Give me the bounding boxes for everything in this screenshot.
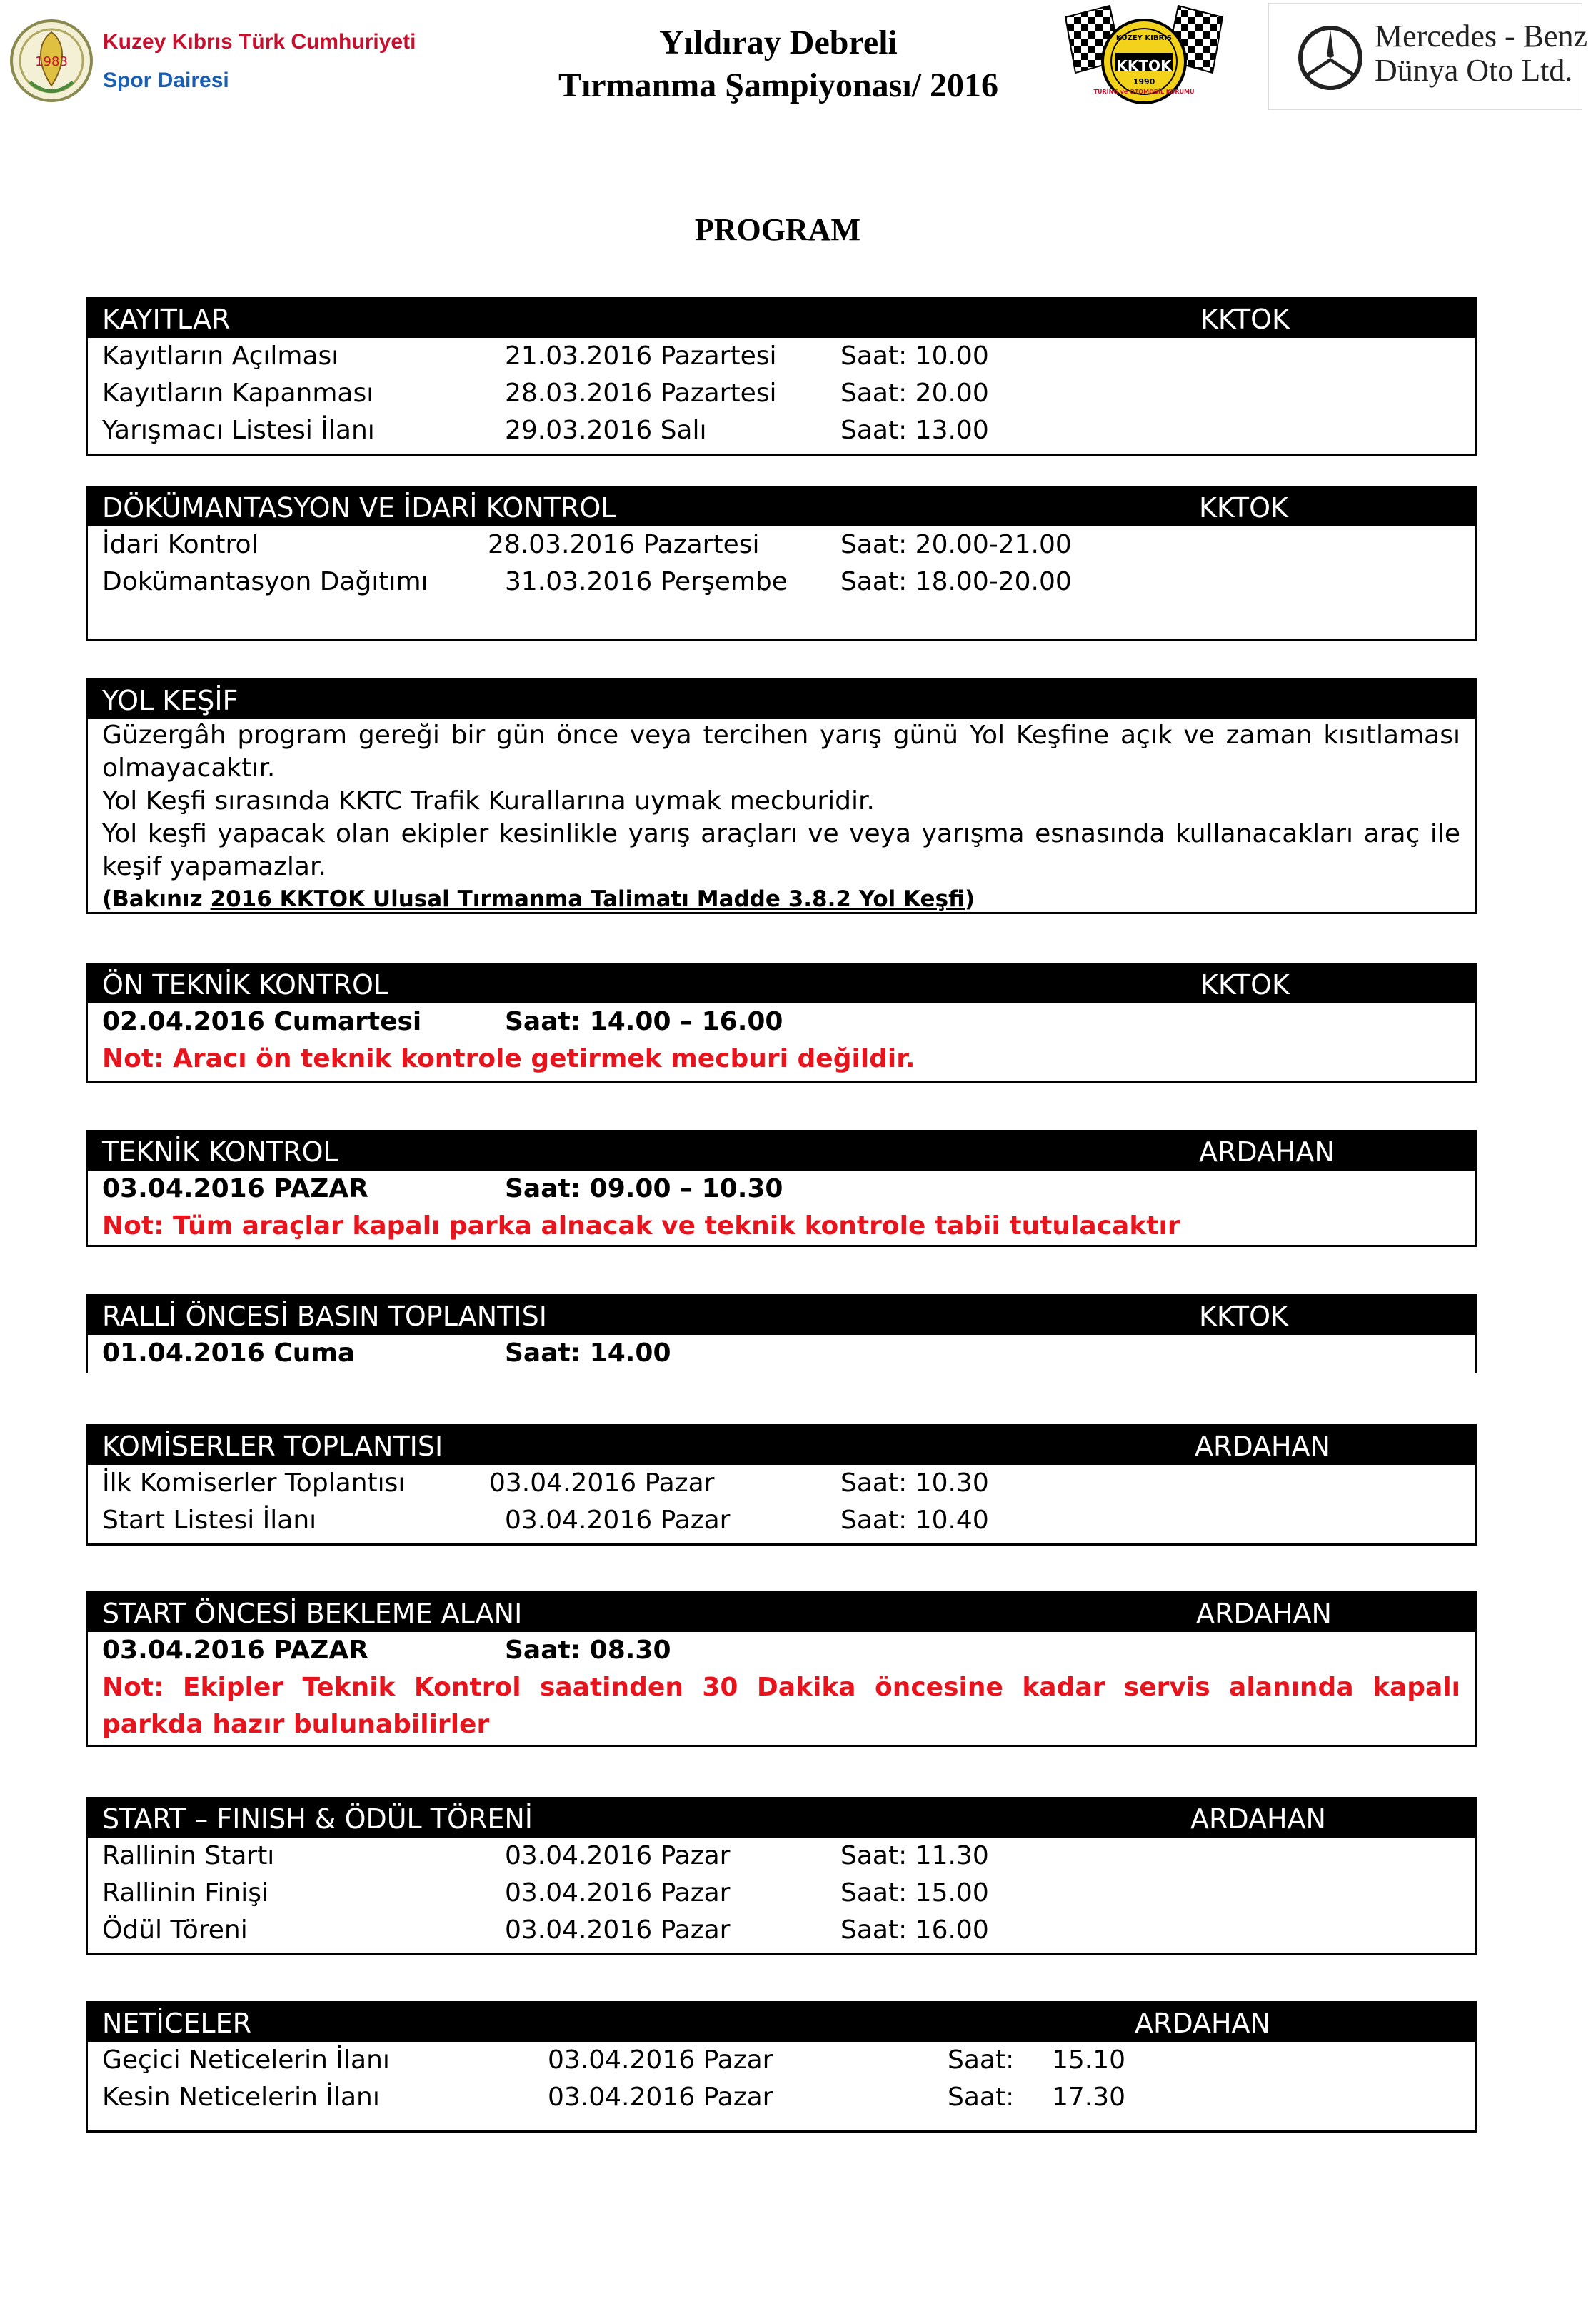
schedule-row [88,2042,1475,2079]
section-dokumantasyon [86,486,1477,641]
row-time: Saat: 16.00 [840,1915,989,1945]
kktok-logo-year: 1990 [1133,77,1155,86]
row-time: Saat: 13.00 [840,416,989,445]
regulation-reference [88,883,1475,915]
row-label: İlk Komiserler Toplantısı [102,1468,406,1498]
kktok-logo [1060,3,1228,114]
section-komiserler-toplantisi [86,1424,1477,1546]
section-title: TEKNİK KONTROL [102,1136,338,1168]
note-text: Not: Aracı ön teknik kontrole getirmek mecburi değildir. [102,1044,915,1073]
schedule-row [88,1335,1475,1372]
section-title: NETİCELER [102,2008,251,2039]
row-date: 03.04.2016 Pazar [505,1915,731,1945]
row-saat-label: Saat: [948,2083,1015,2112]
row-date: 28.03.2016 Pazartesi [488,530,760,559]
section-header [88,488,1475,526]
paragraph: Yol Keşfi sırasında KKTC Trafik Kurallarına uymak mecburidir. [102,786,875,816]
mercedes-star-icon [1298,25,1363,91]
row-time: Saat: 11.30 [840,1841,989,1870]
section-organizer: ARDAHAN [1190,1803,1326,1835]
section-title: KAYITLAR [102,304,231,335]
row-time: Saat: 09.00 – 10.30 [505,1174,783,1203]
schedule-row [88,1502,1475,1539]
section-organizer: KKTOK [1199,492,1288,524]
row-date: 01.04.2016 Cuma [102,1338,356,1368]
section-neticeler [86,2001,1477,2133]
section-organizer: KKTOK [1200,969,1290,1001]
row-time: Saat: 15.00 [840,1878,989,1908]
section-header [88,1593,1475,1632]
section-on-teknik-kontrol [86,963,1477,1083]
row-date: 03.04.2016 Pazar [489,1468,715,1498]
row-label: İdari Kontrol [102,530,259,559]
row-time: Saat: 08.30 [505,1636,671,1665]
row-time: 17.30 [1052,2083,1126,2112]
section-organizer: KKTOK [1200,304,1290,335]
section-organizer: ARDAHAN [1195,1431,1330,1462]
schedule-row [88,1838,1475,1875]
kktok-logo-top-text: KUZEY KIBRIS [1115,34,1173,42]
row-date: 03.04.2016 Pazar [505,1841,731,1870]
schedule-row [88,1171,1475,1208]
schedule-row [88,526,1475,564]
program-title: PROGRAM [694,212,861,247]
row-label: Kesin Neticelerin İlanı [102,2083,380,2112]
section-title: START ÖNCESİ BEKLEME ALANI [102,1598,523,1629]
schedule-row [88,1912,1475,1949]
kktok-logo-bottom-text: TURİNG ve OTOMOBİL KURUMU [1093,89,1195,95]
row-time: Saat: 14.00 [505,1338,671,1368]
section-header [88,1132,1475,1171]
section-title: RALLİ ÖNCESİ BASIN TOPLANTISI [102,1301,547,1332]
section-organizer: ARDAHAN [1135,2008,1270,2039]
paragraph: Güzergâh program gereği bir gün önce veya tercihen yarış günü Yol Keşfine açık ve zaman kısıtlaması olmayacaktır. [102,721,1460,783]
schedule-row [88,412,1475,449]
row-time: Saat: 10.00 [840,341,989,371]
section-title: KOMİSERLER TOPLANTISI [102,1431,443,1462]
row-date: 28.03.2016 Pazartesi [505,379,777,408]
row-date: 03.04.2016 Pazar [505,1506,731,1535]
ministry-logo [9,14,416,107]
note-text: Not: Tüm araçlar kapalı parka alnacak ve teknik kontrole tabii tutulacaktır [102,1211,1180,1241]
row-label: Ödül Töreni [102,1915,248,1945]
section-organizer: ARDAHAN [1199,1136,1335,1168]
row-label: Start Listesi İlanı [102,1506,317,1535]
section-start-finish [86,1797,1477,1955]
reference-suffix: ) [965,886,975,912]
section-bekleme-alani [86,1591,1477,1747]
section-title: YOL KEŞİF [102,685,239,716]
section-basin-toplantisi [86,1294,1477,1373]
section-header [88,2003,1475,2042]
section-teknik-kontrol [86,1130,1477,1247]
paragraph: Yol keşfi yapacak olan ekipler kesinlikle yarış araçları ve veya yarışma esnasında kullanacakları araç ile keşif yapamazlar. [102,819,1460,881]
row-time: Saat: 20.00-21.00 [840,530,1072,559]
section-title: DÖKÜMANTASYON VE İDARİ KONTROL [102,492,616,524]
schedule-row [88,375,1475,412]
schedule-row [88,1465,1475,1502]
section-yol-kesif [86,678,1477,914]
row-date: 02.04.2016 Cumartesi [102,1007,422,1036]
regulation-link[interactable]: 2016 KKTOK Ulusal Tırmanma Talimatı Madde 3.8.2 Yol Keşfi [210,886,965,912]
event-title-line2: Tırmanma Şampiyonası/ 2016 [558,66,999,104]
section-header [88,1426,1475,1465]
note-text: Not: Ekipler Teknik Kontrol saatinden 30 Dakika öncesine kadar servis alanında kapalı parkda hazır bulunabilirler [102,1673,1460,1739]
section-header [88,299,1475,338]
kktok-logo-text: KKTOK [1116,57,1172,74]
sponsor-line2: Dünya Oto Ltd. [1375,53,1573,88]
row-date: 03.04.2016 Pazar [548,2045,773,2075]
row-time: Saat: 14.00 – 16.00 [505,1007,783,1036]
svg-text:1983: 1983 [35,54,68,69]
section-header [88,965,1475,1003]
event-title-line1: Yıldıray Debreli [659,24,898,61]
kktc-emblem-icon [9,14,94,107]
row-date: 31.03.2016 Perşembe [505,567,788,596]
row-time: Saat: 10.40 [840,1506,989,1535]
section-header [88,1296,1475,1335]
department-name: Spor Dairesi [103,69,229,92]
row-date: 29.03.2016 Salı [505,416,707,445]
section-header [88,1799,1475,1838]
row-label: Kayıtların Kapanması [102,379,374,408]
row-date: 03.04.2016 Pazar [548,2083,773,2112]
row-date: 03.04.2016 PAZAR [102,1174,368,1203]
sponsor-line1: Mercedes - Benz [1375,19,1588,54]
section-title: ÖN TEKNİK KONTROL [102,969,389,1001]
section-kayitlar [86,297,1477,456]
sponsor-logo [1268,3,1588,110]
note [88,1208,1475,1245]
row-label: Rallinin Finişi [102,1878,269,1908]
schedule-row [88,1632,1475,1669]
schedule-row [88,1003,1475,1041]
section-organizer: ARDAHAN [1196,1598,1332,1629]
schedule-row [88,2079,1475,2116]
row-time: Saat: 20.00 [840,379,989,408]
row-date: 03.04.2016 Pazar [505,1878,731,1908]
row-time: 15.10 [1052,2045,1126,2075]
schedule-row [88,338,1475,375]
row-time: Saat: 10.30 [840,1468,989,1498]
row-label: Yarışmacı Listesi İlanı [102,416,375,445]
reference-prefix: (Bakınız [102,886,211,912]
sponsor-name [1375,19,1587,88]
government-name: Kuzey Kıbrıs Türk Cumhuriyeti [103,30,416,54]
section-header [88,681,1475,719]
row-label: Kayıtların Açılması [102,341,339,371]
section-organizer: KKTOK [1199,1301,1288,1332]
row-label: Rallinin Startı [102,1841,275,1870]
section-title: START – FINISH & ÖDÜL TÖRENİ [102,1803,533,1835]
schedule-row [88,1875,1475,1912]
row-saat-label: Saat: [948,2045,1015,2075]
note [88,1041,1475,1078]
row-date: 21.03.2016 Pazartesi [505,341,777,371]
row-date: 03.04.2016 PAZAR [102,1636,368,1665]
row-label: Geçici Neticelerin İlanı [102,2045,390,2075]
row-label: Dokümantasyon Dağıtımı [102,567,428,596]
row-time: Saat: 18.00-20.00 [840,567,1072,596]
schedule-row [88,564,1475,601]
event-title [500,21,1057,107]
